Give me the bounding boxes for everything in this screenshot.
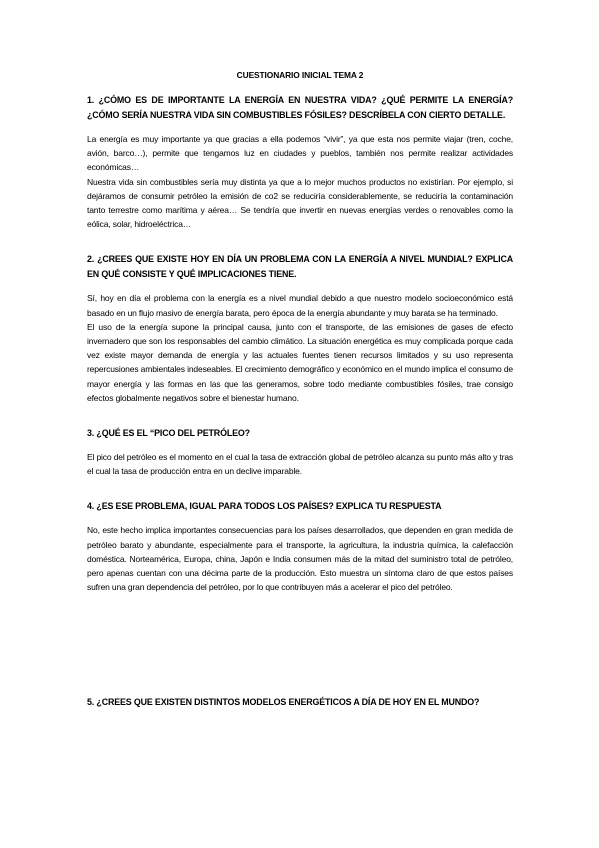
answer-2-paragraph-1: Sí, hoy en día el problema con la energía es a nivel mundial debido a que nuestro modelo socioeconómico está basado en un flujo masivo de energía barata, pero época de la energía abundante y muy barata se ha terminado. — [87, 293, 513, 318]
question-5-heading: 5. ¿CREES QUE EXISTEN DISTINTOS MODELOS ENERGÉTICOS A DÍA DE HOY EN EL MUNDO? — [87, 697, 480, 708]
document-title: CUESTIONARIO INICIAL TEMA 2 — [236, 70, 364, 80]
document-content — [87, 70, 513, 710]
question-5 — [87, 695, 513, 710]
question-1-heading: 1. ¿CÓMO ES DE IMPORTANTE LA ENERGÍA EN NUESTRA VIDA? ¿QUÉ PERMITE LA ENERGÍA? ¿CÓMO SERÍA NUESTRA VIDA SIN COMBUSTIBLES FÓSILES? DESCRÍBELA CON CIERTO DETALLE. — [87, 95, 513, 120]
question-3-heading: 3. ¿QUÉ ES EL “PICO DEL PETRÓLEO? — [87, 428, 250, 439]
question-2-heading: 2. ¿CREES QUE EXISTE HOY EN DÍA UN PROBLEMA CON LA ENERGÍA A NIVEL MUNDIAL? EXPLICA EN QUÉ CONSISTE Y QUÉ IMPLICACIONES TIENE. — [87, 254, 513, 280]
question-4 — [87, 499, 513, 594]
question-1 — [87, 93, 513, 231]
answer-4-paragraph-1: No, este hecho implica importantes consecuencias para los países desarrollados, que dependen en gran medida de petróleo barato y abundante, especialmente para el transporte, la agricultura, la industria química, la calefacción doméstica. Norteamérica, Europa, china, Japón e India consumen más de la mitad del suministro total de petróleo, pero apenas cuentan con una décima parte de la producción. Esto muestra un síntoma claro de que estos países sufren una gran dependencia del petróleo, por lo que contribuyen más a acelerar el pico del petróleo. — [87, 525, 513, 593]
answer-1-paragraph-1: La energía es muy importante ya que gracias a ella podemos “vivir”, ya que esta nos permite viajar (tren, coche, avión, barco…), permite que tengamos luz en ciudades y pueblos, también nos permite realizar actividades económicas… — [87, 134, 513, 173]
answer-2-paragraph-2: El uso de la energía supone la principal causa, junto con el transporte, de las emisiones de gases de efecto invernadero que son los responsables del cambio climático. La situación energética es muy complicada porque cada vez existe mayor demanda de energía y las actuales fuentes tienen recursos limitados y su uso representa repercusiones ambientales indeseables. El crecimiento demográfico y económico en el mundo implica el consumo de mayor energía y las formas en las que las generamos, sobre todo mediante combustibles fósiles, trae consigo efectos globalmente negativos sobre el bienestar humano. — [87, 321, 513, 403]
answer-1-paragraph-2: Nuestra vida sin combustibles sería muy distinta ya que a lo mejor muchos productos no existirían. Por ejemplo, si dejáramos de consumir petróleo la emisión de co2 se reduciría considerablemente, se reduciría la contaminación tanto terrestre como marítima y aérea… Se tendría que invertir en nuevas energías verdes o renovables como la eólica, solar, hidroeléctrica… — [87, 176, 513, 230]
question-4-heading: 4. ¿ES ESE PROBLEMA, IGUAL PARA TODOS LOS PAÍSES? EXPLICA TU RESPUESTA — [87, 501, 442, 512]
question-3 — [87, 426, 513, 478]
answer-3-paragraph-1: El pico del petróleo es el momento en el cual la tasa de extracción global de petróleo alcanza su punto más alto y tras el cual la tasa de producción entra en un declive imparable. — [87, 452, 513, 477]
question-2 — [87, 252, 513, 405]
